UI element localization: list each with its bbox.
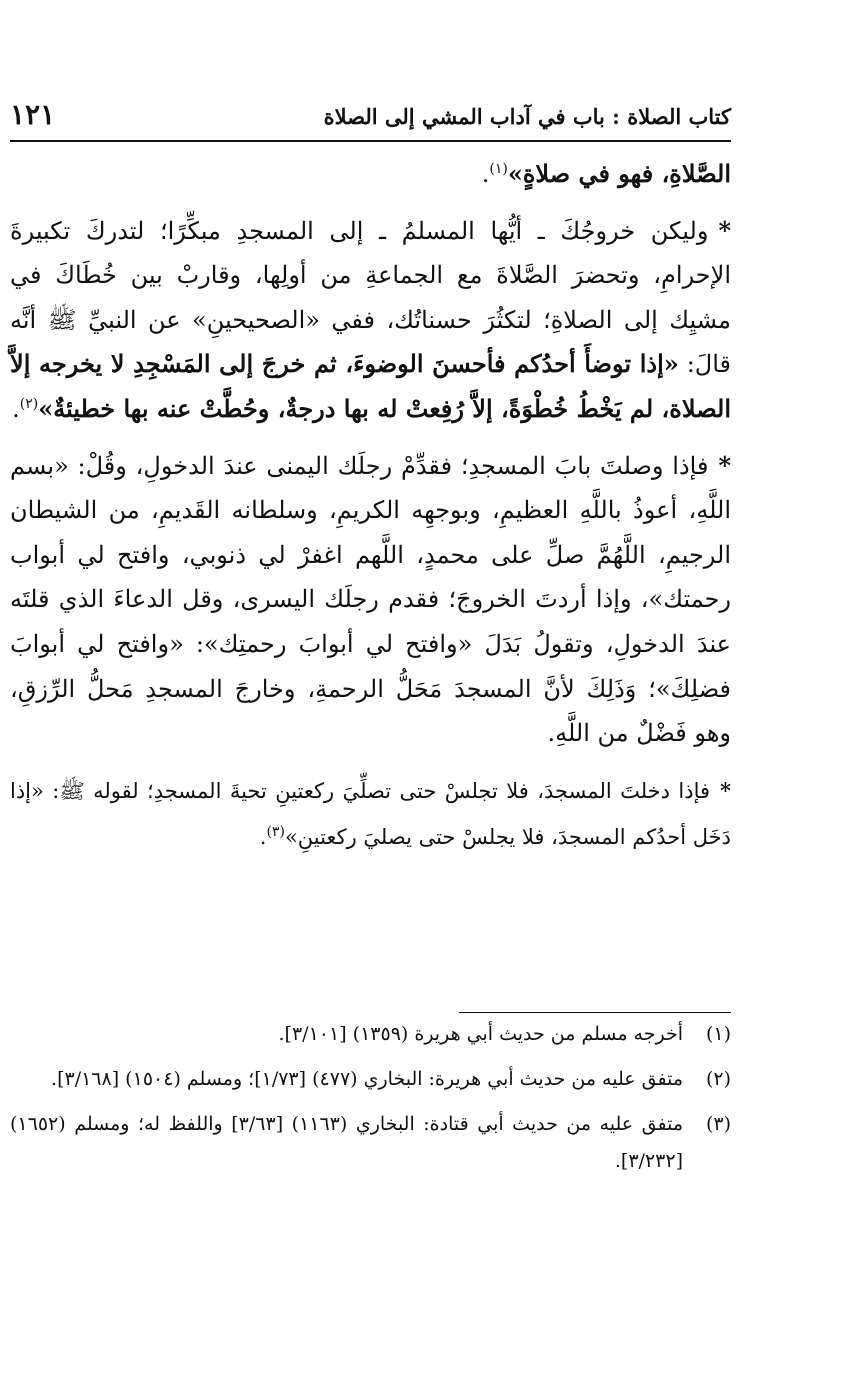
footnote-number: (٣) <box>705 1113 731 1135</box>
footnote-1 <box>10 1016 731 1053</box>
star-bullet: * <box>718 215 731 245</box>
footnote-text: متفق عليه من حديث أبي هريرة: البخاري (٤٧٧) [١/٧٣]؛ ومسلم (١٥٠٤) [٣/١٦٨]. <box>51 1068 683 1090</box>
star-bullet: * <box>720 777 731 803</box>
hadith-quote: «إذا توضأَ أحدُكم فأحسنَ الوضوءَ، ثم خرجَ إلى المَسْجِدِ لا يخرجه إلاَّ الصلاة، لم يَخْطُ خُطْوَةً، إلاَّ رُفِعتْ له بها درجةٌ، وحُطَّتْ عنه بها خطيئةٌ» <box>10 349 731 423</box>
footnote-ref-3[interactable]: (٣) <box>266 823 285 840</box>
paragraph-text: وليكن خروجُكَ ـ أيُّها المسلمُ ـ إلى المسجدِ مبكِّرًا؛ لتدركَ تكبيرةَ الإحرامِ، وتحضرَ الصَّلاةَ مع الجماعةِ من أولِها، وقاربْ بين خُطَاكَ في مشيِك إلى الصلاةِ؛ لتكثُرَ حسناتُك، ففي «الصحيحينِ» عن النبيِّ ﷺ أنَّه قالَ: <box>10 216 732 379</box>
footnote-2 <box>10 1061 731 1098</box>
paragraph-continuation <box>10 152 731 197</box>
star-bullet: * <box>718 450 731 480</box>
footnote-ref-2[interactable]: (٢) <box>19 395 39 412</box>
hadith-quote-end: الصَّلاةِ، فهو في صلاةٍ» <box>507 159 731 188</box>
paragraph-tahiyyat-masjid <box>10 768 731 860</box>
header-rule <box>10 140 731 142</box>
running-header <box>10 96 731 140</box>
paragraph-going-early <box>10 209 731 432</box>
footnote-number: (١) <box>705 1023 731 1045</box>
sentence-end: . <box>259 824 267 849</box>
sentence-end: . <box>12 394 20 423</box>
paragraph-entering-mosque <box>10 444 731 756</box>
footnote-number: (٢) <box>705 1068 731 1090</box>
footnote-text: أخرجه مسلم من حديث أبي هريرة (١٣٥٩) [٣/١٠١]. <box>278 1023 683 1045</box>
running-title: كتاب الصلاة : باب في آداب المشي إلى الصلاة <box>323 104 731 129</box>
footnotes <box>10 1016 731 1188</box>
footnote-ref-1[interactable]: (١) <box>489 161 508 177</box>
footnote-3 <box>10 1106 731 1180</box>
paragraph-text: فإذا دخلتَ المسجدَ، فلا تجلسْ حتى تصلِّيَ ركعتينِ تحيةَ المسجدِ؛ لقوله ﷺ: «إذا دَخَل أحدُكم المسجدَ، فلا يجلسْ حتى يصليَ ركعتينِ» <box>10 778 731 849</box>
page-number: ١٢١ <box>10 98 56 131</box>
sentence-end: . <box>481 160 490 188</box>
footnote-text: متفق عليه من حديث أبي قتادة: البخاري (١١٦٣) [٣/٦٣] واللفظ له؛ ومسلم (١٦٥٢) [٣/٢٣٢]. <box>10 1113 683 1172</box>
footnote-separator <box>459 1012 731 1013</box>
body-text <box>10 152 731 860</box>
paragraph-text: فإذا وصلتَ بابَ المسجدِ؛ فقدِّمْ رجلَك اليمنى عندَ الدخولِ، وقُلْ: «بسم اللَّهِ، أعوذُ باللَّهِ العظيمِ، وبوجهِه الكريمِ، وسلطانه القَديمِ، من الشيطان الرجيمِ، اللَّهُمَّ صلِّ على محمدٍ، اللَّهم اغفرْ لي ذنوبي، وافتح لي أبواب رحمتك»، وإذا أردتَ الخروجَ؛ فقدم رجلَك اليسرى، وقل الدعاءَ الذي قلتَه عندَ الدخولِ، وتقولُ بَدَلَ «وافتح لي أبوابَ رحمتِك»: «وافتح لي أبوابَ فضلِكَ»؛ وَذَلِكَ لأنَّ المسجدَ مَحَلُّ الرحمةِ، وخارجَ المسجدِ مَحلُّ الرِّزقِ، وهو فَضْلٌ من اللَّهِ. <box>10 451 731 748</box>
